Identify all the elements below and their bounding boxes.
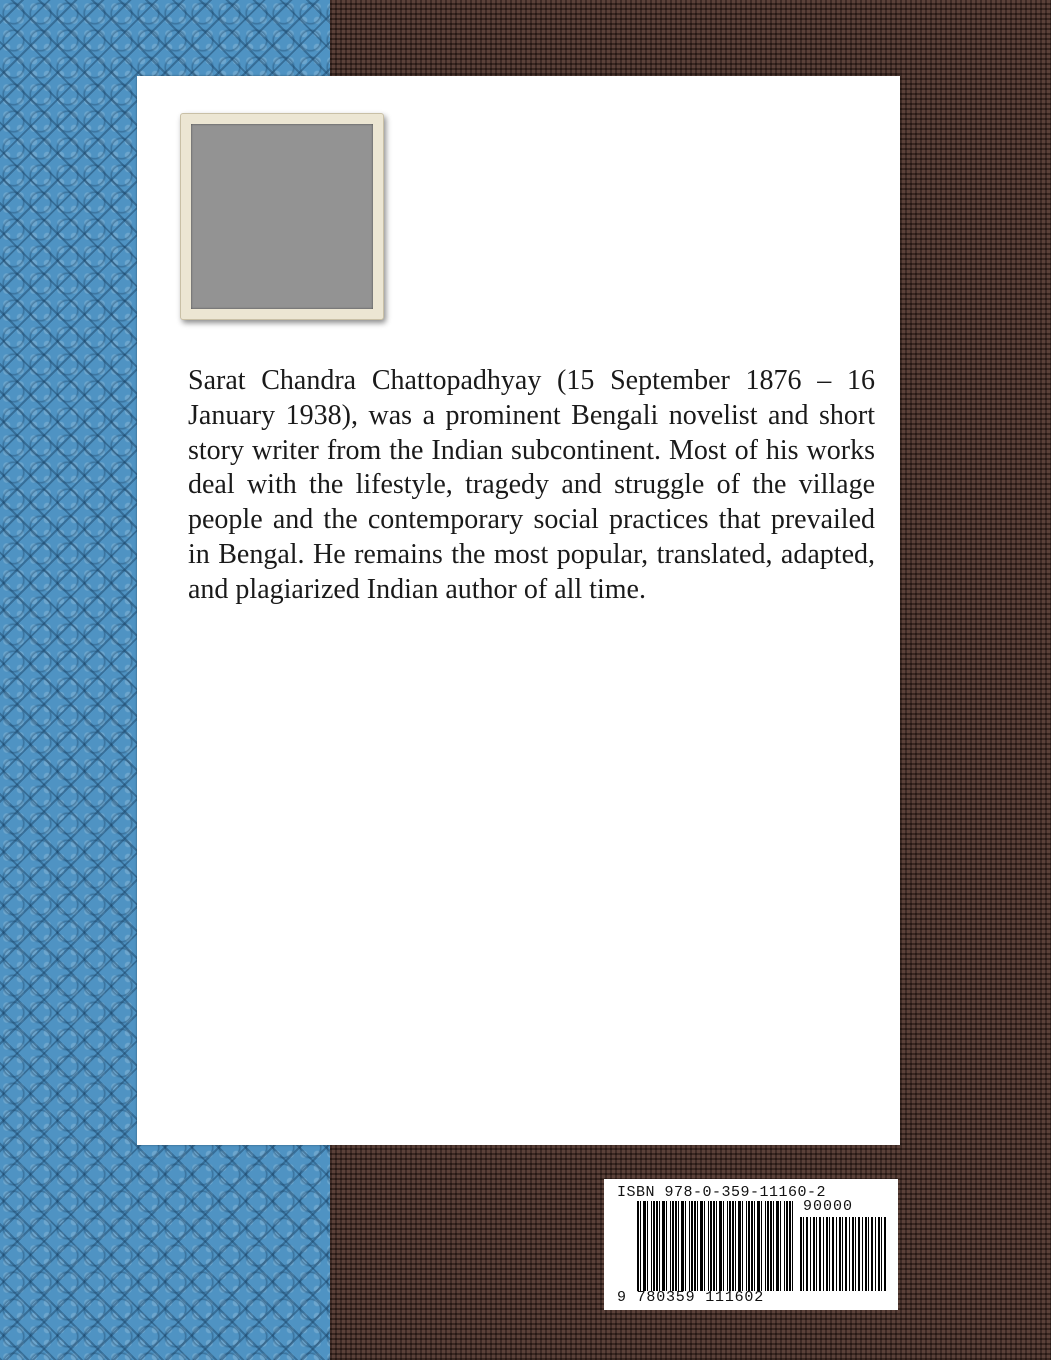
back-cover-panel	[137, 76, 900, 1145]
isbn-label: ISBN 978-0-359-11160-2	[617, 1184, 827, 1201]
addon-barcode-bars	[800, 1217, 886, 1291]
barcode-bars	[637, 1201, 793, 1291]
barcode-digits: 9 780359 111602	[617, 1289, 765, 1306]
isbn-barcode	[604, 1179, 898, 1310]
author-photo-frame	[180, 113, 384, 320]
author-bio-text: Sarat Chandra Chattopadhyay (15 September 1876 – 16 January 1938), was a prominent Bengali novelist and short story writer from the Indian subcontinent. Most of his works deal with the lifestyle, tragedy and struggle of the village people and the contemporary social practices that prevailed in Bengal. He remains the most popular, translated, adapted, and plagiarized Indian author of all time.	[188, 365, 875, 605]
author-photo-placeholder	[191, 124, 373, 309]
price-addon-label: 90000	[803, 1198, 854, 1215]
